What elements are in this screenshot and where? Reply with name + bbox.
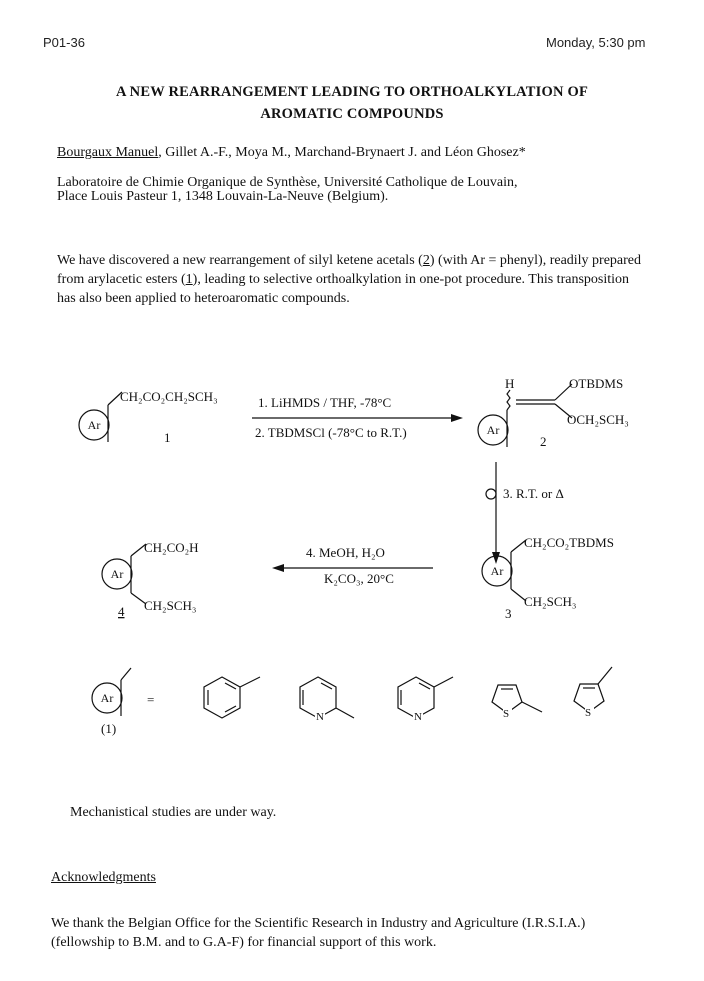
arrow-step-1-2 — [252, 395, 463, 440]
thiophen-3-yl-structure — [574, 667, 612, 719]
session-time: Monday, 5:30 pm — [546, 35, 646, 50]
ar-label-2: Ar — [486, 423, 500, 437]
pyridine-n-2: N — [414, 711, 422, 723]
reagent-step-4a: 4. MeOH, H₂O — [306, 545, 385, 560]
mechanistic-note: Mechanistical studies are under way. — [70, 805, 277, 820]
compound-number-3: 3 — [505, 606, 512, 621]
abstract-paragraph: We have discovered a new rearrangement of silyl ketene acetals (2) (with Ar = phenyl), readily prepared from arylacetic esters (1), leading to selective orthoalkylation in one-pot procedure. This transposition has also been applied to heteroaromatic compounds. — [57, 253, 642, 306]
affiliation-line2: Place Louis Pasteur 1, 1348 Louvain-La-Neuve (Belgium). — [57, 189, 389, 204]
compound-3 — [482, 535, 614, 621]
compound-number-1: 1 — [164, 430, 171, 445]
affiliation-line1: Laboratoire de Chimie Organique de Synthèse, Université Catholique de Louvain, — [57, 175, 518, 190]
paper-title-line2: AROMATIC COMPOUNDS — [260, 106, 444, 122]
c2-och2sch3: OCH₂SCH₃ — [567, 412, 629, 427]
c3-top-substituent: CH₂CO₂TBDMS — [524, 535, 614, 550]
ar-legend — [92, 667, 612, 736]
c2-otbdms: OTBDMS — [569, 376, 624, 391]
presenting-author: Bourgaux Manuel — [57, 145, 159, 160]
co-authors: , Gillet A.-F., Moya M., Marchand-Brynaert J. and Léon Ghosez* — [158, 145, 526, 160]
benzene-structure — [204, 677, 260, 718]
acknowledgments-text: We thank the Belgian Office for the Scientific Research in Industry and Agriculture (I.R.S.I.A.) (fellowship to B.M. and to G.A-F) for financial support of this work. — [51, 916, 586, 950]
compound-4 — [102, 540, 199, 619]
compound-number-2: 2 — [540, 434, 547, 449]
compound-number-4: 4 — [118, 604, 125, 619]
thiophene-s-2: S — [585, 707, 592, 719]
poster-code: P01-36 — [43, 35, 85, 50]
compound-ref-2: 2 — [422, 253, 430, 268]
thiophene-s-1: S — [503, 708, 510, 720]
thiophen-2-yl-structure — [492, 685, 542, 720]
c4-top-substituent: CH₂CO₂H — [144, 540, 199, 555]
reagent-step-2: 2. TBDMSCl (-78°C to R.T.) — [255, 425, 407, 440]
compound-2 — [478, 376, 629, 449]
ar-label-legend: Ar — [100, 691, 114, 705]
ar-label-4: Ar — [110, 567, 124, 581]
compound-ref-1: 1 — [185, 272, 193, 287]
reagent-step-1: 1. LiHMDS / THF, -78°C — [258, 395, 392, 410]
c4-bottom-substituent: CH₂SCH₃ — [144, 598, 197, 613]
c1-substituent: CH₂CO₂CH₂SCH₃ — [120, 389, 218, 404]
pyridin-3-yl-structure — [398, 677, 453, 723]
paper-title-line1: A NEW REARRANGEMENT LEADING TO ORTHOALKYLATION OF — [115, 84, 589, 100]
c2-hydrogen: H — [505, 376, 515, 391]
ar-label-1: Ar — [87, 418, 101, 432]
legend-compound-number: (1) — [101, 721, 117, 736]
equals-sign: = — [147, 692, 155, 707]
reagent-step-4b: K₂CO₃, 20°C — [324, 571, 394, 586]
acknowledgments-heading: Acknowledgments — [51, 870, 156, 885]
pyridin-2-yl-structure — [300, 677, 354, 723]
ar-label-3: Ar — [490, 564, 504, 578]
pyridine-n-1: N — [316, 711, 324, 723]
arrow-step-4 — [272, 545, 433, 586]
compound-1 — [79, 389, 218, 445]
reagent-step-3: 3. R.T. or Δ — [503, 486, 564, 501]
c3-bottom-substituent: CH₂SCH₃ — [524, 594, 577, 609]
